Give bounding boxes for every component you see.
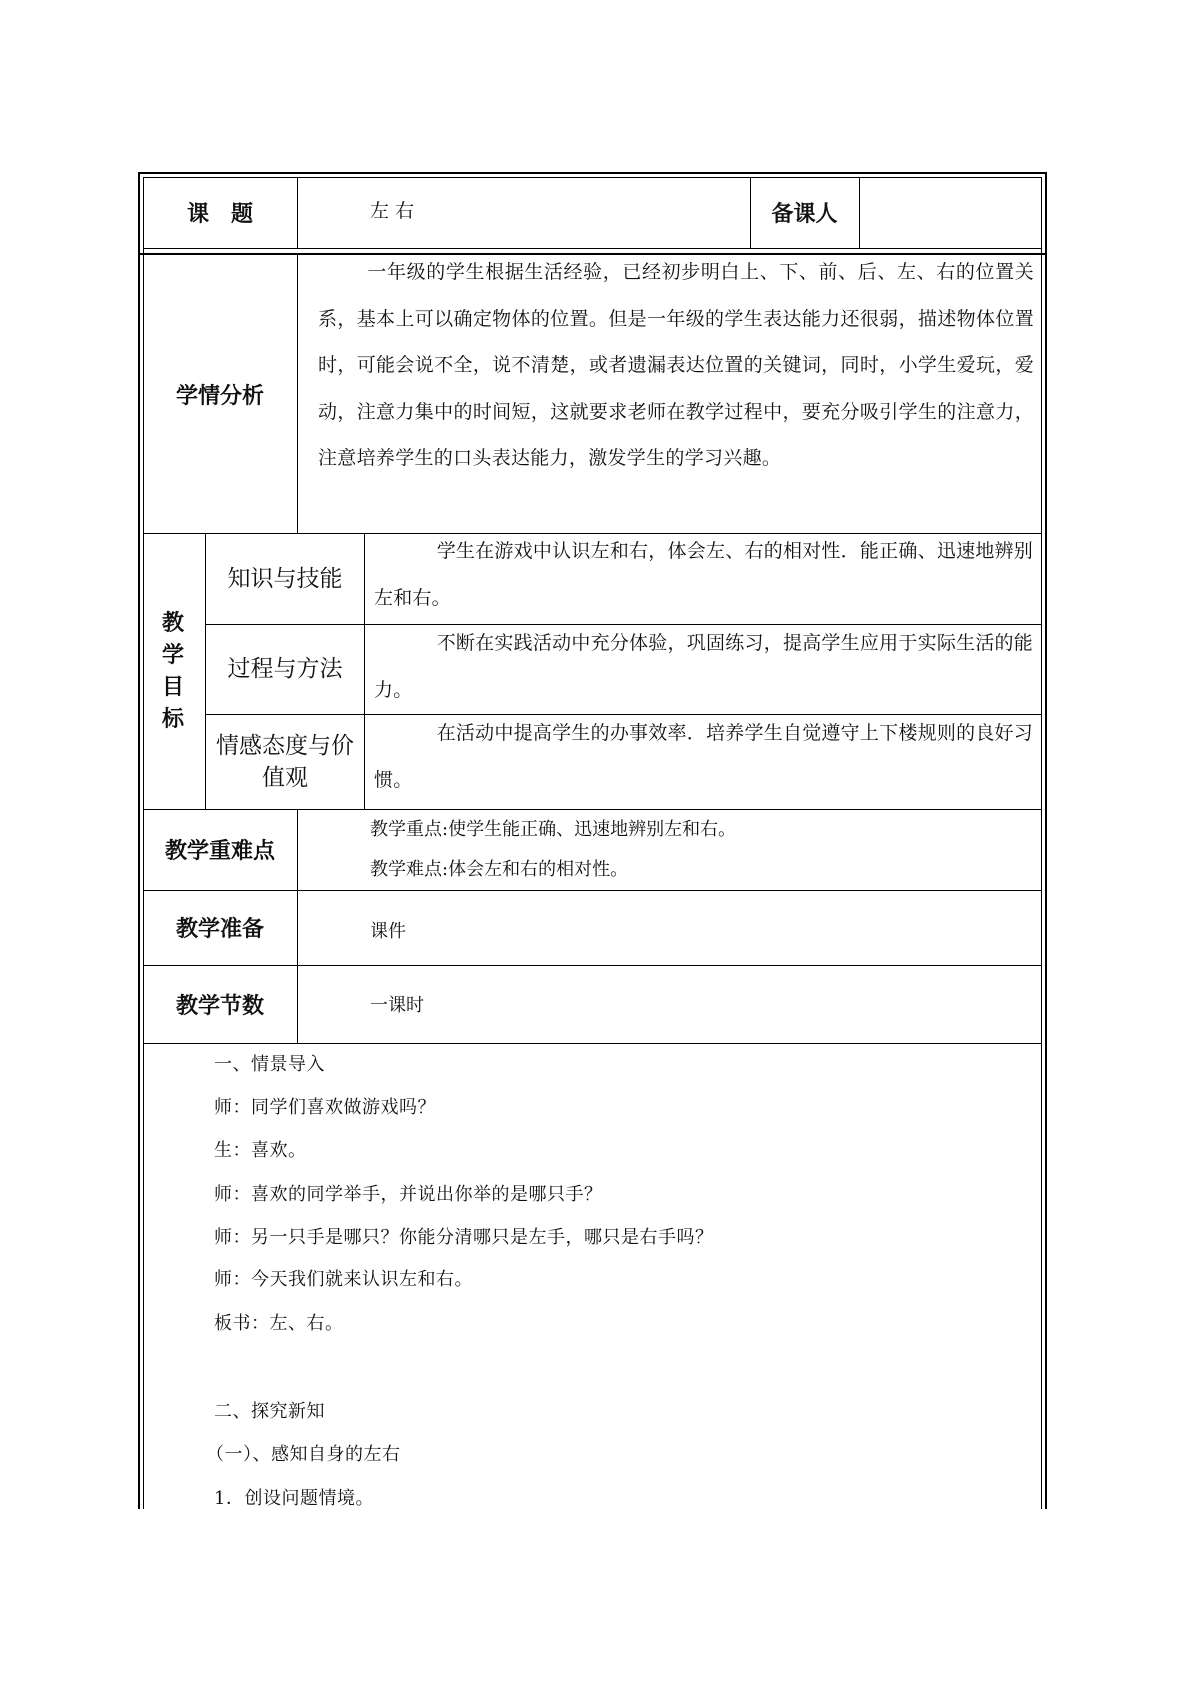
keypoints-label: 教学重难点 (164, 839, 275, 864)
process-line: 师：另一只手是哪只？你能分清哪只是左手，哪只是右手吗？ (214, 1227, 714, 1248)
topic-label: 课 题 (186, 202, 253, 227)
objective-label-attitude: 情感态度与价值观 (216, 732, 354, 791)
preparation-label: 教学准备 (175, 917, 264, 942)
process-line: 师：今天我们就来认识左和右。 (214, 1269, 473, 1290)
table-top-border (138, 172, 1047, 174)
process-line: 板书：左、右。 (214, 1313, 344, 1334)
objective-text-knowledge: 学生在游戏中认识左和右，体会左、右的相对性．能正确、迅速地辨别左和右。 (374, 540, 1033, 609)
lessons-value: 一课时 (370, 995, 424, 1016)
keypoints-difficulty: 教学难点:体会左和右的相对性。 (370, 859, 629, 880)
process-subheading: （一）、感知自身的左右 (206, 1444, 401, 1465)
process-line: 师：同学们喜欢做游戏吗？ (214, 1097, 436, 1118)
process-line: 一、情景导入 (214, 1054, 325, 1075)
process-heading: 二、探究新知 (214, 1401, 325, 1422)
preparation-value: 课件 (370, 921, 406, 942)
process-line: 师：喜欢的同学举手，并说出你举的是哪只手？ (214, 1184, 603, 1205)
table-left-border (138, 172, 140, 1509)
process-line: 生：喜欢。 (214, 1140, 307, 1161)
objective-label-knowledge: 知识与技能 (227, 565, 343, 592)
header-col-divider-1 (297, 177, 298, 249)
process-line: 1．创设问题情境。 (214, 1488, 374, 1509)
analysis-label: 学情分析 (175, 383, 264, 409)
table-right-border-inner (1041, 177, 1042, 1509)
topic-value: 左 右 (370, 200, 415, 222)
preparation-col-divider (297, 890, 298, 965)
analysis-text: 一年级的学生根据生活经验，已经初步明白上、下、前、后、左、右的位置关系，基本上可以确定物体的位置。但是一年级的学生表达能力还很弱，描述物体位置时，可能会说不全，说不清楚，或者遗漏表达位置的关键词，同时，小学生爱玩，爱动，注意力集中的时间短，这就要求老师在教学过程中，要充分吸引学生的注意力，注意培养学生的口头表达能力，激发学生的学习兴趣。 (318, 261, 1034, 469)
keypoints-col-divider (297, 809, 298, 890)
preparer-label: 备课人 (771, 202, 838, 227)
objectives-label: 教 学 目 标 (161, 611, 184, 732)
header-col-divider-3 (859, 177, 860, 249)
objective-label-process: 过程与方法 (227, 656, 343, 682)
lessons-label: 教学节数 (175, 993, 264, 1019)
objectives-col-divider-2 (364, 533, 365, 809)
table-right-border (1045, 172, 1047, 1509)
objective-text-process: 不断在实践活动中充分体验，巩固练习，提高学生应用于实际生活的能力。 (374, 632, 1033, 701)
lessons-row-bottom (143, 1043, 1042, 1044)
lessons-col-divider (297, 965, 298, 1043)
objective-text-attitude: 在活动中提高学生的办事效率．培养学生自觉遵守上下楼规则的良好习惯。 (374, 722, 1033, 791)
keypoints-focus: 教学重点:使学生能正确、迅速地辨别左和右。 (370, 819, 737, 840)
analysis-col-divider (297, 255, 298, 533)
